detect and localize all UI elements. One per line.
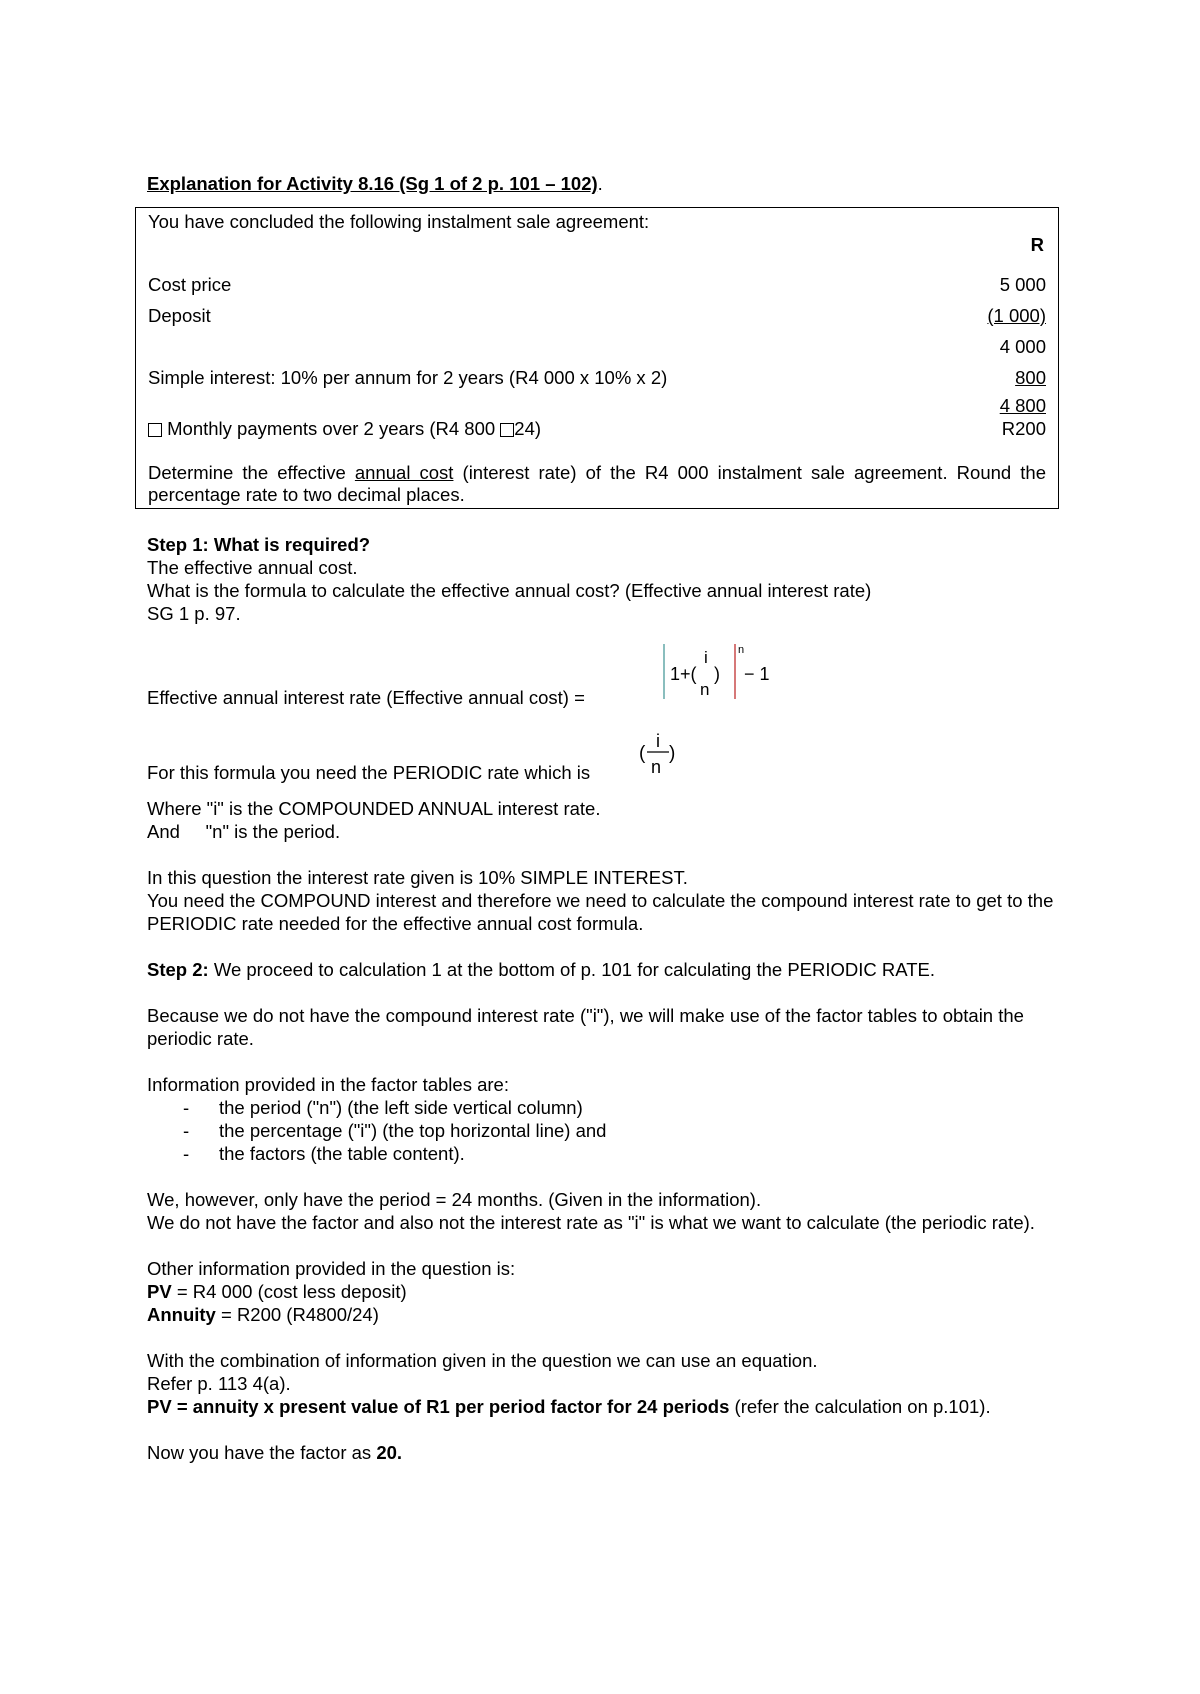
list-item: - the factors (the table content). <box>183 1142 1077 1165</box>
svg-text:n: n <box>738 644 745 656</box>
factor-info-list <box>147 1096 1077 1165</box>
svg-text:): ) <box>714 664 720 684</box>
svg-text:1+(: 1+( <box>670 664 697 684</box>
svg-text:i: i <box>656 731 660 751</box>
svg-text:(: ( <box>639 743 646 764</box>
step1-line: The effective annual cost. <box>147 557 358 578</box>
document-page <box>147 172 1077 1464</box>
currency-header-row <box>148 233 1046 256</box>
simple-interest-para: You need the COMPOUND interest and therefore we need to calculate the compound interest rate to get to the PERIODIC rate needed for the effective annual cost formula. <box>147 890 1054 934</box>
factor-info-heading: Information provided in the factor tables are: <box>147 1074 509 1095</box>
svg-text:n: n <box>651 757 662 777</box>
step1-heading: Step 1: What is required? <box>147 534 371 555</box>
periodic-rate-line <box>147 727 1077 785</box>
currency-header: R <box>1030 234 1044 255</box>
effective-rate-formula <box>147 625 1077 717</box>
pv-line: PV = R4 000 (cost less deposit) <box>147 1281 407 1302</box>
list-item: - the percentage ("i") (the top horizontal line) and <box>183 1119 1077 1142</box>
agreement-row-subtotal: 4 000 <box>999 336 1046 357</box>
svg-text:n: n <box>700 680 710 699</box>
checkbox-icon <box>500 423 514 437</box>
title-text: Explanation for Activity 8.16 (Sg 1 of 2 p. 101 – 102) <box>147 173 598 194</box>
equation-line: With the combination of information given in the question we can use an equation. <box>147 1350 818 1371</box>
checkbox-icon <box>148 423 162 437</box>
equation-formula: PV = annuity x present value of R1 per period factor for 24 periods (refer the calculation on p.101). <box>147 1396 991 1417</box>
final-line: Now you have the factor as 20. <box>147 1442 403 1463</box>
list-item: - the period ("n") (the left side vertical column) <box>183 1096 1077 1119</box>
other-info-heading: Other information provided in the question is: <box>147 1258 516 1279</box>
equation-line: Refer p. 113 4(a). <box>147 1373 291 1394</box>
step1-line: SG 1 p. 97. <box>147 603 241 624</box>
agreement-row-interest: Simple interest: 10% per annum for 2 years (R4 000 x 10% x 2) 800 <box>148 367 1046 388</box>
period-para: We do not have the factor and also not the interest rate as "i" is what we want to calculate (the periodic rate). <box>147 1212 1035 1233</box>
agreement-row-cost: Cost price 5 000 <box>148 274 1046 295</box>
formula-graphic <box>662 641 792 713</box>
svg-text:i: i <box>704 648 708 667</box>
step2-para: Step 2: We proceed to calculation 1 at the bottom of p. 101 for calculating the PERIODIC RATE. <box>147 959 936 980</box>
agreement-box <box>135 207 1059 509</box>
periodic-fraction <box>637 727 687 785</box>
agreement-row-total: 4 800 <box>999 395 1046 416</box>
agreement-intro: You have concluded the following instalment sale agreement: <box>148 211 650 232</box>
formula-label: Effective annual interest rate (Effective annual cost) = <box>147 687 585 708</box>
where-line: And "n" is the period. <box>147 821 341 842</box>
where-line: Where "i" is the COMPOUNDED ANNUAL interest rate. <box>147 798 601 819</box>
agreement-row-monthly: Monthly payments over 2 years (R4 800 24) R200 <box>148 417 1046 440</box>
agreement-question: Determine the effective annual cost (interest rate) of the R4 000 instalment sale agreement. Round the percentage rate to two decimal places. <box>148 462 1046 505</box>
svg-text:− 1: − 1 <box>744 664 770 684</box>
document-title: Explanation for Activity 8.16 (Sg 1 of 2 p. 101 – 102). <box>147 173 603 194</box>
svg-text:): ) <box>669 743 676 764</box>
agreement-row-deposit: Deposit (1 000) <box>148 305 1046 326</box>
step1-line: What is the formula to calculate the effective annual cost? (Effective annual interest rate) <box>147 580 872 601</box>
factor-para: Because we do not have the compound interest rate ("i"), we will make use of the factor tables to obtain the periodic rate. <box>147 1005 1024 1049</box>
annuity-line: Annuity = R200 (R4800/24) <box>147 1304 379 1325</box>
periodic-label: For this formula you need the PERIODIC rate which is <box>147 762 591 783</box>
period-para: We, however, only have the period = 24 months. (Given in the information). <box>147 1189 762 1210</box>
simple-interest-para: In this question the interest rate given is 10% SIMPLE INTEREST. <box>147 867 688 888</box>
